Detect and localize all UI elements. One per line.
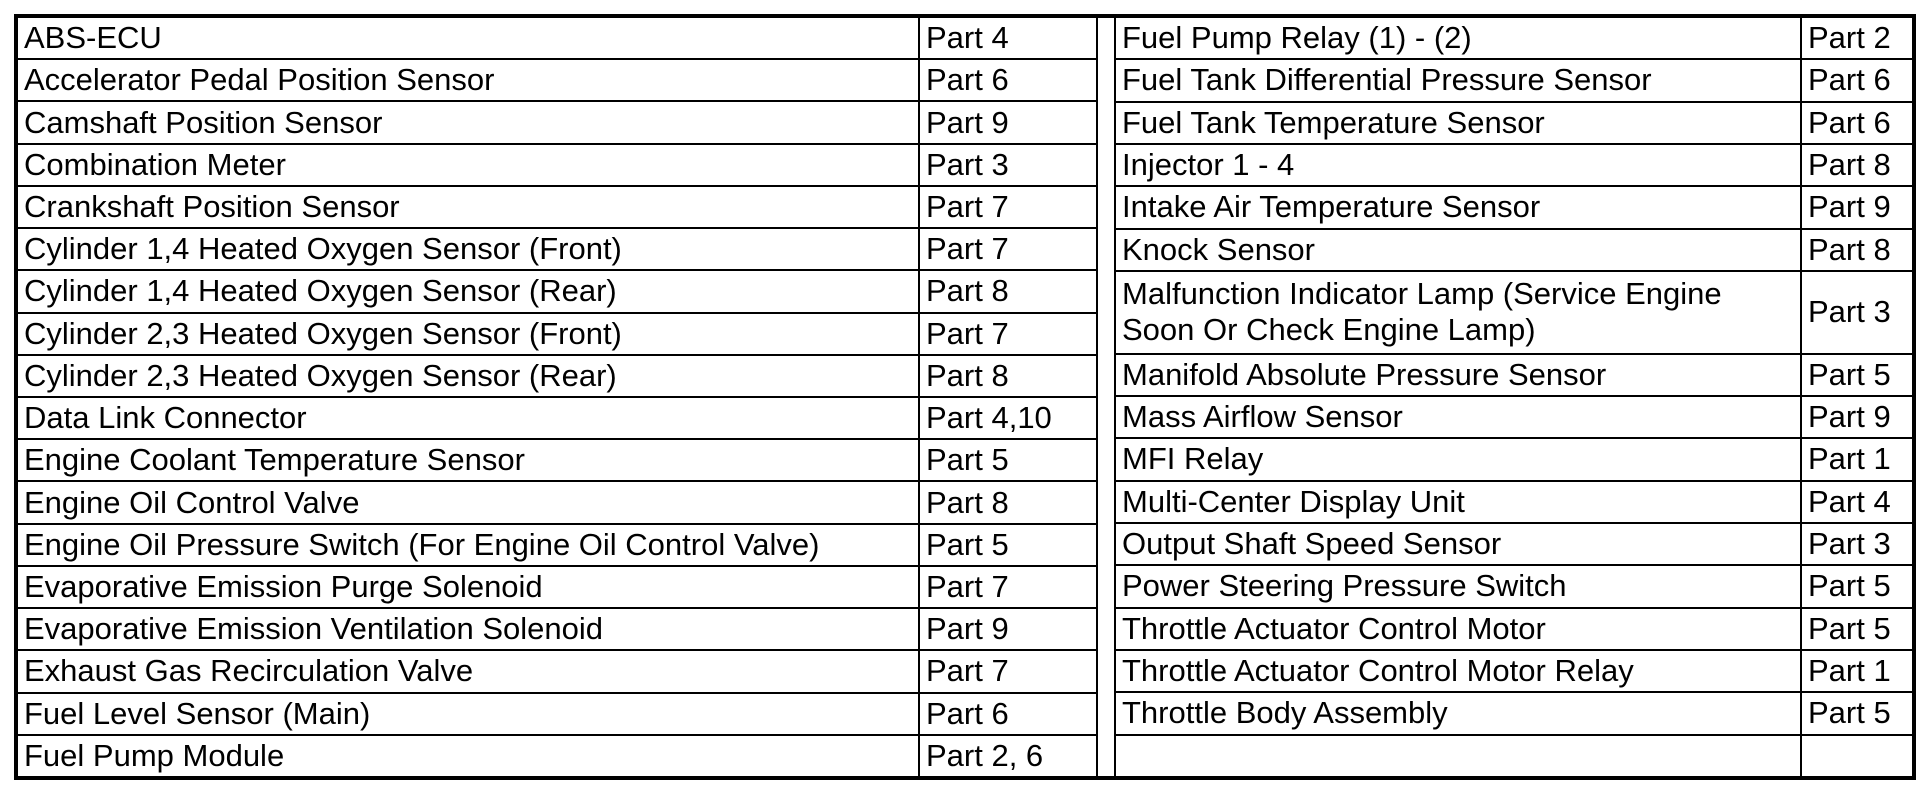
table-row xyxy=(18,229,1096,271)
component-name: Engine Coolant Temperature Sensor xyxy=(18,440,920,480)
part-reference: Part 5 xyxy=(1808,695,1891,731)
table-row xyxy=(18,440,1096,482)
component-name: Data Link Connector xyxy=(18,398,920,438)
component-name: Cylinder 1,4 Heated Oxygen Sensor (Rear) xyxy=(18,271,920,311)
component-name: Power Steering Pressure Switch xyxy=(1116,566,1802,606)
component-name: MFI Relay xyxy=(1116,439,1802,479)
component-name: Manifold Absolute Pressure Sensor xyxy=(1116,355,1802,395)
component-name: Engine Oil Control Valve xyxy=(18,482,920,522)
part-reference: Part 7 xyxy=(926,188,1009,224)
table-row xyxy=(1116,439,1912,481)
table-row xyxy=(18,271,1096,313)
component-name: Cylinder 1,4 Heated Oxygen Sensor (Front) xyxy=(18,229,920,269)
component-name: Multi-Center Display Unit xyxy=(1116,482,1802,522)
part-reference: Part 9 xyxy=(1808,399,1891,435)
column-divider xyxy=(1096,18,1116,776)
component-name: Output Shaft Speed Sensor xyxy=(1116,524,1802,564)
part-reference: Part 8 xyxy=(1808,231,1891,267)
part-reference: Part 8 xyxy=(926,273,1009,309)
component-name: ABS-ECU xyxy=(18,18,920,58)
part-reference: Part 1 xyxy=(1808,441,1891,477)
component-name: Fuel Pump Module xyxy=(18,736,920,776)
table-row xyxy=(18,356,1096,398)
part-reference: Part 8 xyxy=(926,357,1009,393)
component-name: Camshaft Position Sensor xyxy=(18,102,920,142)
table-row xyxy=(18,482,1096,524)
table-row xyxy=(18,145,1096,187)
table-row xyxy=(18,18,1096,60)
component-name: Throttle Body Assembly xyxy=(1116,693,1802,733)
table-row xyxy=(1116,651,1912,693)
component-name xyxy=(1116,736,1802,776)
component-name: Fuel Tank Temperature Sensor xyxy=(1116,103,1802,143)
part-reference: Part 5 xyxy=(926,526,1009,562)
table-row xyxy=(1116,397,1912,439)
table-row xyxy=(18,567,1096,609)
table-row xyxy=(18,651,1096,693)
component-name: Intake Air Temperature Sensor xyxy=(1116,187,1802,227)
part-reference: Part 1 xyxy=(1808,653,1891,689)
component-index-table xyxy=(14,14,1916,780)
component-name: Engine Oil Pressure Switch (For Engine Oil Control Valve) xyxy=(18,525,920,565)
table-row xyxy=(1116,566,1912,608)
right-column-block xyxy=(1116,18,1912,776)
part-reference: Part 4 xyxy=(1808,483,1891,519)
part-reference: Part 6 xyxy=(926,695,1009,731)
component-name: Cylinder 2,3 Heated Oxygen Sensor (Front) xyxy=(18,314,920,354)
table-row xyxy=(18,609,1096,651)
table-row xyxy=(1116,609,1912,651)
part-reference: Part 7 xyxy=(926,315,1009,351)
component-name: Fuel Pump Relay (1) - (2) xyxy=(1116,18,1802,58)
part-reference: Part 5 xyxy=(1808,610,1891,646)
part-reference: Part 3 xyxy=(926,146,1009,182)
part-reference: Part 7 xyxy=(926,653,1009,689)
component-name: Combination Meter xyxy=(18,145,920,185)
part-reference: Part 7 xyxy=(926,568,1009,604)
table-row xyxy=(1116,187,1912,229)
component-name: Fuel Tank Differential Pressure Sensor xyxy=(1116,60,1802,100)
part-reference xyxy=(1802,736,1912,776)
component-name: Injector 1 - 4 xyxy=(1116,145,1802,185)
component-name: Evaporative Emission Ventilation Solenoid xyxy=(18,609,920,649)
table-row xyxy=(1116,693,1912,735)
part-reference: Part 2 xyxy=(1808,20,1891,56)
component-name: Malfunction Indicator Lamp (Service Engine Soon Or Check Engine Lamp) xyxy=(1116,272,1802,353)
component-name: Knock Sensor xyxy=(1116,230,1802,270)
part-reference: Part 5 xyxy=(1808,568,1891,604)
part-reference: Part 4 xyxy=(926,20,1009,56)
left-column-block xyxy=(18,18,1096,776)
part-reference: Part 7 xyxy=(926,231,1009,267)
component-name: Crankshaft Position Sensor xyxy=(18,187,920,227)
part-reference: Part 6 xyxy=(1808,104,1891,140)
table-row xyxy=(1116,355,1912,397)
table-row xyxy=(18,398,1096,440)
component-name: Mass Airflow Sensor xyxy=(1116,397,1802,437)
table-row xyxy=(18,736,1096,776)
component-name: Accelerator Pedal Position Sensor xyxy=(18,60,920,100)
component-name: Throttle Actuator Control Motor xyxy=(1116,609,1802,649)
component-name: Evaporative Emission Purge Solenoid xyxy=(18,567,920,607)
table-row xyxy=(1116,60,1912,102)
component-name: Throttle Actuator Control Motor Relay xyxy=(1116,651,1802,691)
part-reference: Part 5 xyxy=(926,442,1009,478)
table-row xyxy=(1116,103,1912,145)
part-reference: Part 9 xyxy=(1808,189,1891,225)
table-row xyxy=(1116,736,1912,776)
part-reference: Part 4,10 xyxy=(926,400,1052,436)
part-reference: Part 6 xyxy=(926,62,1009,98)
part-reference: Part 6 xyxy=(1808,62,1891,98)
part-reference: Part 2, 6 xyxy=(926,737,1044,773)
part-reference: Part 9 xyxy=(926,104,1009,140)
part-reference: Part 9 xyxy=(926,611,1009,647)
part-reference: Part 8 xyxy=(926,484,1009,520)
table-row xyxy=(18,102,1096,144)
table-row xyxy=(18,525,1096,567)
table-row xyxy=(1116,18,1912,60)
table-row xyxy=(1116,524,1912,566)
table-row xyxy=(18,187,1096,229)
part-reference: Part 3 xyxy=(1808,294,1891,330)
component-name: Fuel Level Sensor (Main) xyxy=(18,694,920,734)
table-row xyxy=(18,314,1096,356)
part-reference: Part 8 xyxy=(1808,147,1891,183)
table-row xyxy=(18,694,1096,736)
component-name: Cylinder 2,3 Heated Oxygen Sensor (Rear) xyxy=(18,356,920,396)
table-row xyxy=(1116,145,1912,187)
table-row xyxy=(1116,272,1912,355)
table-row xyxy=(1116,230,1912,272)
table-row xyxy=(1116,482,1912,524)
part-reference: Part 3 xyxy=(1808,526,1891,562)
part-reference: Part 5 xyxy=(1808,356,1891,392)
component-name: Exhaust Gas Recirculation Valve xyxy=(18,651,920,691)
table-row xyxy=(18,60,1096,102)
